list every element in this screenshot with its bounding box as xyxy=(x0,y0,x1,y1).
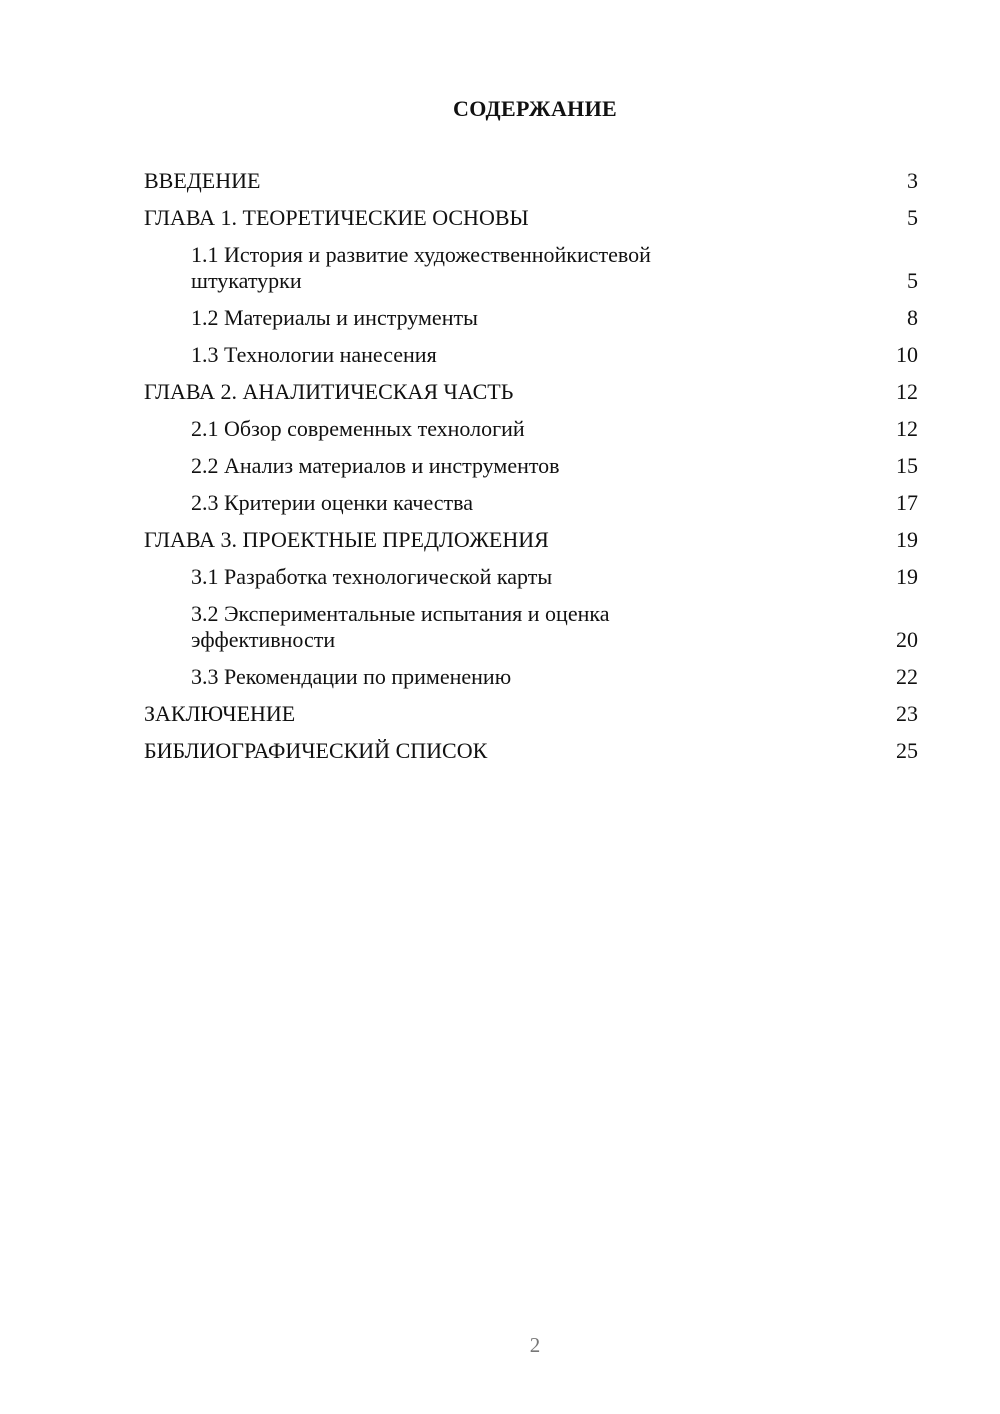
toc-entry-label: ГЛАВА 2. АНАЛИТИЧЕСКАЯ ЧАСТЬ xyxy=(144,379,514,404)
toc-entry-label: ЗАКЛЮЧЕНИЕ xyxy=(144,701,296,726)
toc-entry-label: ВВЕДЕНИЕ xyxy=(144,168,261,193)
toc-entry-section-2-1[interactable] xyxy=(144,416,918,442)
toc-entry-label: 1.2 Материалы и инструменты xyxy=(191,305,478,330)
toc-entry-section-1-2[interactable] xyxy=(144,305,918,331)
toc-entry-section-1-3[interactable] xyxy=(144,342,918,368)
toc-entry-page: 17 xyxy=(896,490,918,515)
toc-entry-section-2-3[interactable] xyxy=(144,490,918,516)
toc-entry-page: 20 xyxy=(896,627,918,652)
toc-entry-label: БИБЛИОГРАФИЧЕСКИЙ СПИСОК xyxy=(144,738,488,763)
toc-entry-label: 1.1 История и развитие художественнойкистевой штукатурки xyxy=(191,242,651,293)
toc-entry-section-3-3[interactable] xyxy=(144,664,918,690)
toc-entry-section-3-2[interactable] xyxy=(144,601,918,653)
toc-entry-page: 22 xyxy=(896,664,918,689)
toc-entry-label: 3.1 Разработка технологической карты xyxy=(191,564,553,589)
toc-entry-page: 10 xyxy=(896,342,918,367)
toc-entry-label: 2.2 Анализ материалов и инструментов xyxy=(191,453,560,478)
toc-entry-label: 2.3 Критерии оценки качества xyxy=(191,490,474,515)
toc-entry-section-2-2[interactable] xyxy=(144,453,918,479)
page-title: СОДЕРЖАНИЕ xyxy=(453,96,617,121)
toc-entry-section-3-1[interactable] xyxy=(144,564,918,590)
toc-entry-chapter-2[interactable] xyxy=(144,379,918,405)
toc-entry-introduction[interactable] xyxy=(144,168,918,194)
toc-entry-chapter-1[interactable] xyxy=(144,205,918,231)
toc-entry-label: 3.3 Рекомендации по применению xyxy=(191,664,512,689)
toc-entry-page: 15 xyxy=(896,453,918,478)
toc-entry-page: 12 xyxy=(896,379,918,404)
table-of-contents xyxy=(144,168,918,775)
toc-entry-conclusion[interactable] xyxy=(144,701,918,727)
toc-entry-page: 5 xyxy=(907,268,918,293)
toc-entry-page: 19 xyxy=(896,527,918,552)
toc-entry-label: 1.3 Технологии нанесения xyxy=(191,342,437,367)
toc-entry-label: ГЛАВА 3. ПРОЕКТНЫЕ ПРЕДЛОЖЕНИЯ xyxy=(144,527,549,552)
toc-entry-page: 25 xyxy=(896,738,918,763)
toc-entry-chapter-3[interactable] xyxy=(144,527,918,553)
toc-entry-bibliography[interactable] xyxy=(144,738,918,764)
toc-entry-section-1-1[interactable] xyxy=(144,242,918,294)
toc-entry-label: 2.1 Обзор современных технологий xyxy=(191,416,525,441)
toc-entry-page: 12 xyxy=(896,416,918,441)
toc-entry-page: 5 xyxy=(907,205,918,230)
page-number: 2 xyxy=(529,1333,541,1357)
toc-entry-page: 3 xyxy=(907,168,918,193)
toc-entry-label: 3.2 Экспериментальные испытания и оценка эффективности xyxy=(191,601,610,652)
toc-entry-page: 23 xyxy=(896,701,918,726)
toc-entry-label: ГЛАВА 1. ТЕОРЕТИЧЕСКИЕ ОСНОВЫ xyxy=(144,205,529,230)
toc-entry-page: 8 xyxy=(907,305,918,330)
toc-entry-page: 19 xyxy=(896,564,918,589)
